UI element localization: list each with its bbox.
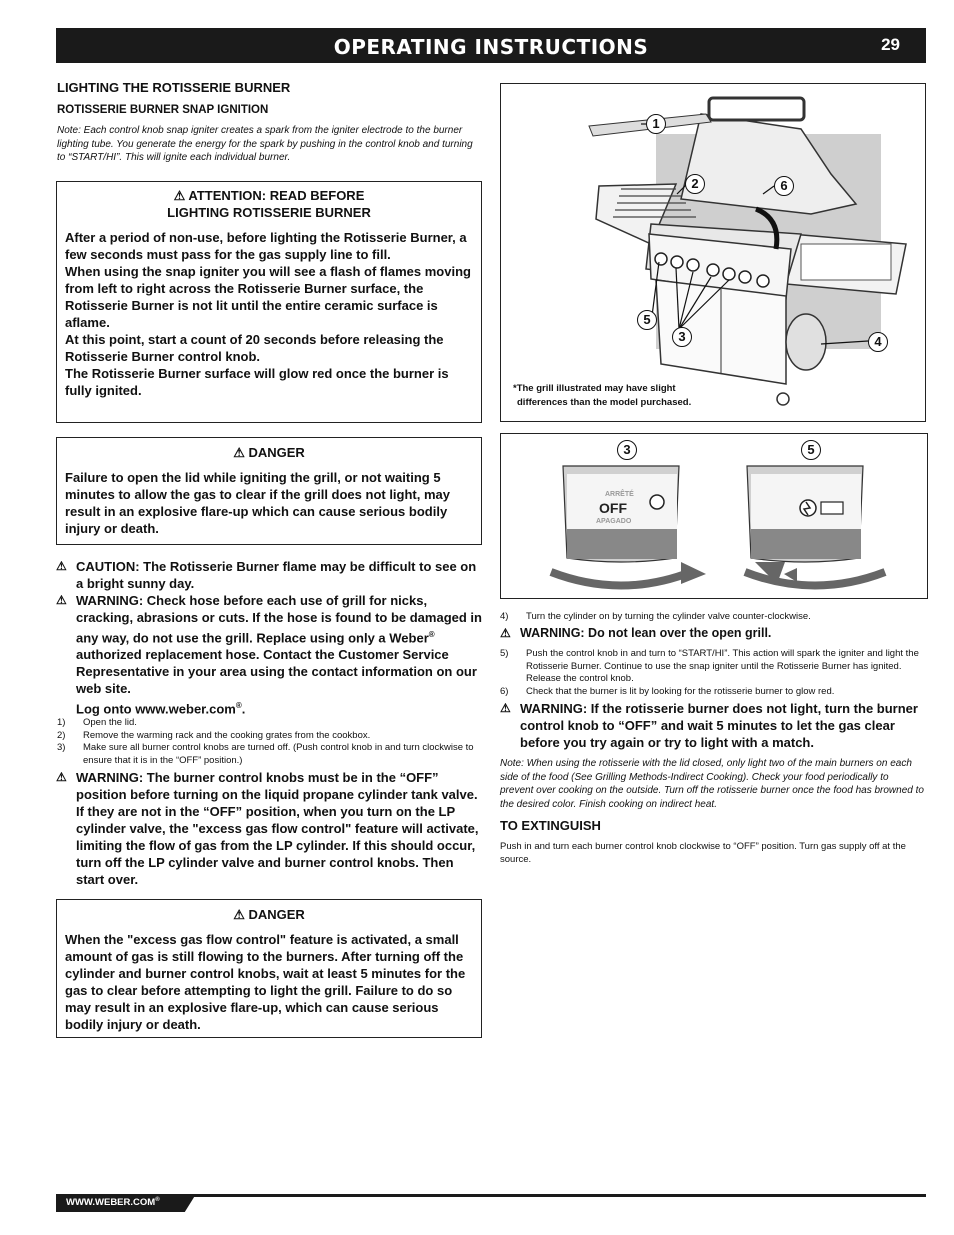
callout-6: 6	[774, 176, 794, 196]
knob-label-arrete: ARRÊTÉ	[605, 491, 634, 498]
attention-p2: When using the snap igniter you will see a flash of flames moving from left to right across the Rotisserie Burner surface, the Rotisserie Burner is not lit until the entire ceramic surface is aflame.	[65, 264, 471, 330]
header-bar	[56, 28, 926, 63]
attention-p4: The Rotisserie Burner surface will glow red once the burner is fully ignited.	[65, 366, 449, 398]
warning-lean-item	[500, 625, 926, 642]
list-item: 1) Open the lid.	[57, 717, 137, 728]
warning-knobs-item	[56, 769, 484, 888]
warning-not-light-text: WARNING: If the rotisserie burner does not light, turn the burner control knob to “OFF” and wait 5 minutes to let the gas clear before you try again or try to light with a match.	[520, 701, 918, 750]
list-item: 4) Turn the cylinder on by turning the cylinder valve counter-clockwise.	[500, 611, 811, 622]
warning-triangle-icon: ⚠	[56, 559, 67, 573]
knob-figure	[500, 433, 928, 599]
danger-box-1	[56, 437, 482, 545]
danger-box-2	[56, 899, 482, 1038]
warnings-block	[56, 558, 482, 718]
section-heading: LIGHTING THE ROTISSERIE BURNER	[57, 80, 291, 95]
danger-text: Failure to open the lid while igniting the grill, or not waiting 5 minutes to allow the gas to clear if the grill does not light, may result in an explosive flare-up which can cause serious bodily injury or death.	[65, 470, 450, 536]
list-item: 6) Check that the burner is lit by looking for the rotisserie burner to glow red.	[500, 685, 835, 697]
warning-triangle-icon: ⚠	[56, 593, 67, 607]
warning-not-light-item	[500, 700, 920, 751]
warning-triangle-icon: ⚠	[56, 770, 67, 784]
footer-url: WWW.WEBER.COM®	[66, 1197, 160, 1209]
warning-hose-text: WARNING: Check hose before each use of grill for nicks, cracking, abrasions or cuts. If the hose is found to be damaged in any way, do not use the grill. Replace using only a Weber® authorized replacement hose. Contact the Customer Service Representative in your area using the contact information on our web site. Log onto www.weber.com®.	[76, 593, 482, 717]
attention-p3: At this point, start a count of 20 seconds before releasing the Rotisserie Burner control knob.	[65, 332, 444, 364]
warning-triangle-icon: ⚠	[500, 626, 511, 640]
callout-5: 5	[801, 440, 821, 460]
callout-4: 4	[868, 332, 888, 352]
attention-title-line1: ⚠ ATTENTION: READ BEFORE	[173, 188, 365, 203]
attention-box	[56, 181, 482, 423]
danger-title: ⚠ DANGER	[233, 445, 305, 460]
figure-caption: *The grill illustrated may have slight differences than the model purchased.	[513, 383, 692, 408]
callout-3: 3	[617, 440, 637, 460]
subsection-heading: ROTISSERIE BURNER SNAP IGNITION	[57, 104, 269, 116]
warning-knobs-text: WARNING: The burner control knobs must be in the “OFF” position before turning on the liquid propane cylinder tank valve. If they are not in the “OFF” position, when you turn on the LP cylinder valve, the "excess gas flow control" feature will activate, limiting the flow of gas from the LP cylinder. If this should occur, turn off the LP cylinder valve and burner control knobs. Then start over.	[76, 770, 479, 887]
callout-3: 3	[672, 327, 692, 347]
grill-illustration	[501, 84, 924, 420]
warning-triangle-icon: ⚠	[500, 701, 511, 715]
danger-title: ⚠ DANGER	[233, 907, 305, 922]
list-item: 3) Make sure all burner control knobs are turned off. (Push control knob in and turn clockwise to ensure that it is in the “OFF” position.)	[57, 742, 474, 766]
caution-item	[56, 558, 482, 592]
attention-title-line2: LIGHTING ROTISSERIE BURNER	[167, 205, 371, 220]
knob-label-off: OFF	[599, 500, 627, 516]
knob-label-apagado: APAGADO	[596, 518, 632, 525]
extinguish-heading: TO EXTINGUISH	[500, 818, 601, 833]
page-title: OPERATING INSTRUCTIONS	[333, 35, 649, 59]
callout-1: 1	[646, 114, 666, 134]
ignition-note: Note: Each control knob snap igniter creates a spark from the igniter electrode to the burner lighting tube. You generate the energy for the spark by pushing in the control knob and turning to “START/HI”. This will ignite each individual burner.	[57, 125, 473, 163]
steps-list-2	[500, 648, 926, 698]
rotisserie-note: Note: When using the rotisserie with the lid closed, only light two of the main burners on each side of the food (See Grilling Methods-Indirect Cooking). Check your food periodically to prevent over cooking on the outside. Turn off the rotisserie burner once the food has browned to the desired color. Finish cooking on indirect heat.	[500, 758, 924, 810]
grill-figure	[500, 83, 926, 422]
list-item: 5) Push the control knob in and turn to “START/HI”. This action will spark the igniter and light the Rotisserie Burner. Continue to use the snap igniter until the Rotisserie Burner has ignited. Release the control knob.	[500, 648, 919, 684]
callout-5: 5	[637, 310, 657, 330]
danger-text: When the "excess gas flow control" feature is activated, a small amount of gas is still flowing to the burners. After turning off the cylinder and burner control knobs, wait at least 5 minutes for the gas to clear before attempting to light the grill. Failure to do so may result in an explosive flare-up, which can cause serious bodily injury or death.	[65, 932, 466, 1032]
attention-p1: After a period of non-use, before lighting the Rotisserie Burner, a few seconds must pass for the gas supply line to fill.	[65, 230, 467, 262]
extinguish-text: Push in and turn each burner control knob clockwise to “OFF” position. Turn gas supply off at the source.	[500, 841, 906, 865]
warning-lean-text: WARNING: Do not lean over the open grill.	[520, 626, 772, 640]
warning-hose-item	[56, 592, 482, 718]
knob-illustration	[501, 434, 926, 597]
callout-2: 2	[685, 174, 705, 194]
page-number: 29	[881, 35, 900, 54]
caution-text: CAUTION: The Rotisserie Burner flame may be difficult to see on a bright sunny day.	[76, 559, 477, 591]
steps-list-1	[57, 717, 481, 767]
list-item: 2) Remove the warming rack and the cooking grates from the cookbox.	[57, 729, 371, 741]
